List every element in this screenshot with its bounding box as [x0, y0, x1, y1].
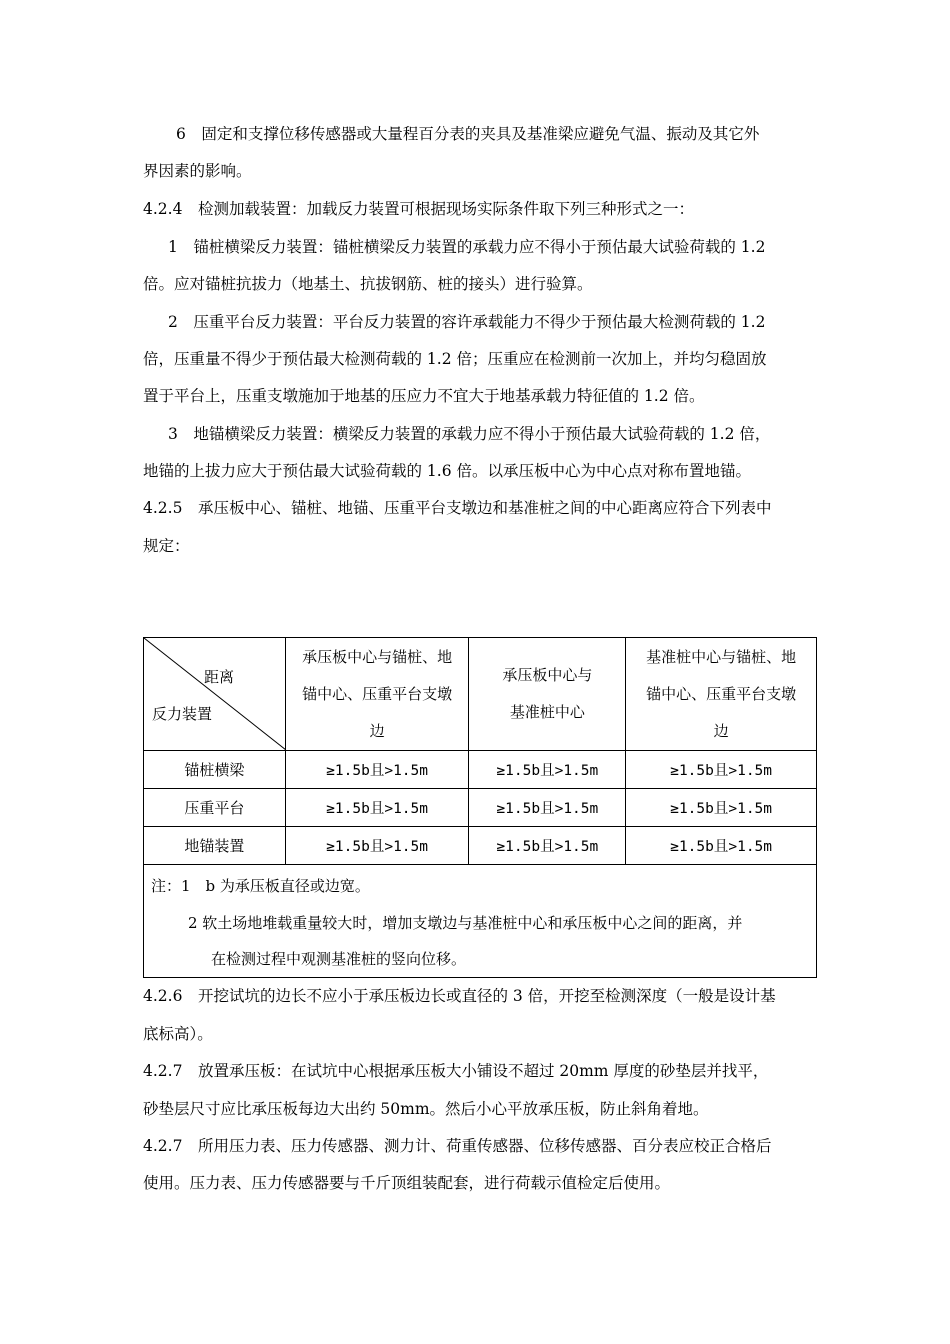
paragraph-line: 底标高）。	[143, 1025, 213, 1043]
table-cell: ≥1.5b且>1.5m	[285, 789, 469, 827]
section-heading-4-2-7: 4.2.7 放置承压板：在试坑中心根据承压板大小铺设不超过 20mm 厚度的砂垫层并找平，	[143, 1062, 769, 1080]
table-cell: ≥1.5b且>1.5m	[285, 751, 469, 789]
table-row	[144, 751, 817, 789]
column-header-2	[469, 638, 626, 751]
table-note-cell	[144, 865, 817, 978]
paragraph-line: 2 压重平台反力装置：平台反力装置的容许承载能力不得少于预估最大检测荷载的 1.2	[168, 313, 766, 331]
paragraph-line: 倍，压重量不得少于预估最大检测荷载的 1.2 倍；压重应在检测前一次加上，并均匀稳固放	[143, 350, 767, 368]
paragraph-line: 地锚的上拔力应大于预估最大试验荷载的 1.6 倍。以承压板中心为中心点对称布置地锚。	[143, 462, 752, 480]
table-cell: ≥1.5b且>1.5m	[626, 827, 817, 865]
column-header-line: 边	[713, 721, 729, 740]
paragraph-line: 使用。压力表、压力传感器要与千斤顶组装配套，进行荷载示值检定后使用。	[143, 1174, 671, 1192]
table-cell: ≥1.5b且>1.5m	[469, 789, 626, 827]
section-heading-4-2-5: 4.2.5 承压板中心、锚桩、地锚、压重平台支墩边和基准桩之间的中心距离应符合下列表中	[143, 499, 772, 517]
table-cell: ≥1.5b且>1.5m	[626, 789, 817, 827]
section-heading-4-2-6: 4.2.6 开挖试坑的边长不应小于承压板边长或直径的 3 倍，开挖至检测深度（一般是设计基	[143, 987, 776, 1005]
table-corner-cell	[144, 638, 286, 751]
table-header-row	[144, 638, 817, 751]
table-note-2: 2 软土场地堆载重量较大时，增加支墩边与基准桩中心和承压板中心之间的距离，并	[188, 914, 743, 932]
paragraph-line: 6 固定和支撑位移传感器或大量程百分表的夹具及基准梁应避免气温、振动及其它外	[176, 125, 760, 143]
paragraph-line: 置于平台上，压重支墩施加于地基的压应力不宜大于地基承载力特征值的 1.2 倍。	[143, 387, 705, 405]
paragraph-line: 规定：	[143, 537, 190, 555]
row-label: 压重平台	[144, 789, 286, 827]
column-header-line: 基准桩中心	[509, 703, 585, 721]
table-row	[144, 789, 817, 827]
distance-table	[143, 637, 817, 978]
table-cell: ≥1.5b且>1.5m	[469, 827, 626, 865]
diagonal-divider	[144, 638, 286, 750]
table-cell: ≥1.5b且>1.5m	[285, 827, 469, 865]
row-label: 锚桩横梁	[144, 751, 286, 789]
paragraph-line: 界因素的影响。	[143, 162, 252, 180]
section-heading-4-2-7-b: 4.2.7 所用压力表、压力传感器、测力计、荷重传感器、位移传感器、百分表应校正合格后	[143, 1137, 772, 1155]
column-header-3	[626, 638, 817, 751]
corner-label-distance: 距离	[204, 668, 235, 686]
column-header-line: 承压板中心与	[502, 666, 593, 684]
table-note-2-continued: 在检测过程中观测基准桩的竖向位移。	[211, 950, 467, 968]
column-header-line: 承压板中心与锚桩、地	[302, 647, 453, 666]
paragraph-line: 砂垫层尺寸应比承压板每边大出约 50mm。然后小心平放承压板，防止斜角着地。	[143, 1100, 709, 1118]
table-note-1: 注：1 b 为承压板直径或边宽。	[151, 877, 370, 895]
column-header-line: 锚中心、压重平台支墩	[646, 684, 797, 703]
column-header-1	[285, 638, 469, 751]
paragraph-line: 倍。应对锚桩抗拔力（地基土、抗拔钢筋、桩的接头）进行验算。	[143, 275, 593, 293]
table-cell: ≥1.5b且>1.5m	[626, 751, 817, 789]
paragraph-line: 3 地锚横梁反力装置：横梁反力装置的承载力应不得小于预估最大试验荷载的 1.2 倍，	[168, 425, 771, 443]
column-header-line: 锚中心、压重平台支墩	[302, 684, 453, 703]
paragraph-line: 1 锚桩横梁反力装置：锚桩横梁反力装置的承载力应不得小于预估最大试验荷载的 1.2	[168, 238, 766, 256]
table-cell: ≥1.5b且>1.5m	[469, 751, 626, 789]
column-header-line: 基准桩中心与锚桩、地	[646, 647, 797, 666]
row-label: 地锚装置	[144, 827, 286, 865]
corner-label-reaction-device: 反力装置	[152, 705, 213, 723]
table-row	[144, 827, 817, 865]
section-heading-4-2-4: 4.2.4 检测加载装置：加载反力装置可根据现场实际条件取下列三种形式之一：	[143, 200, 694, 218]
table-note-row	[144, 865, 817, 978]
column-header-line: 边	[369, 721, 385, 740]
